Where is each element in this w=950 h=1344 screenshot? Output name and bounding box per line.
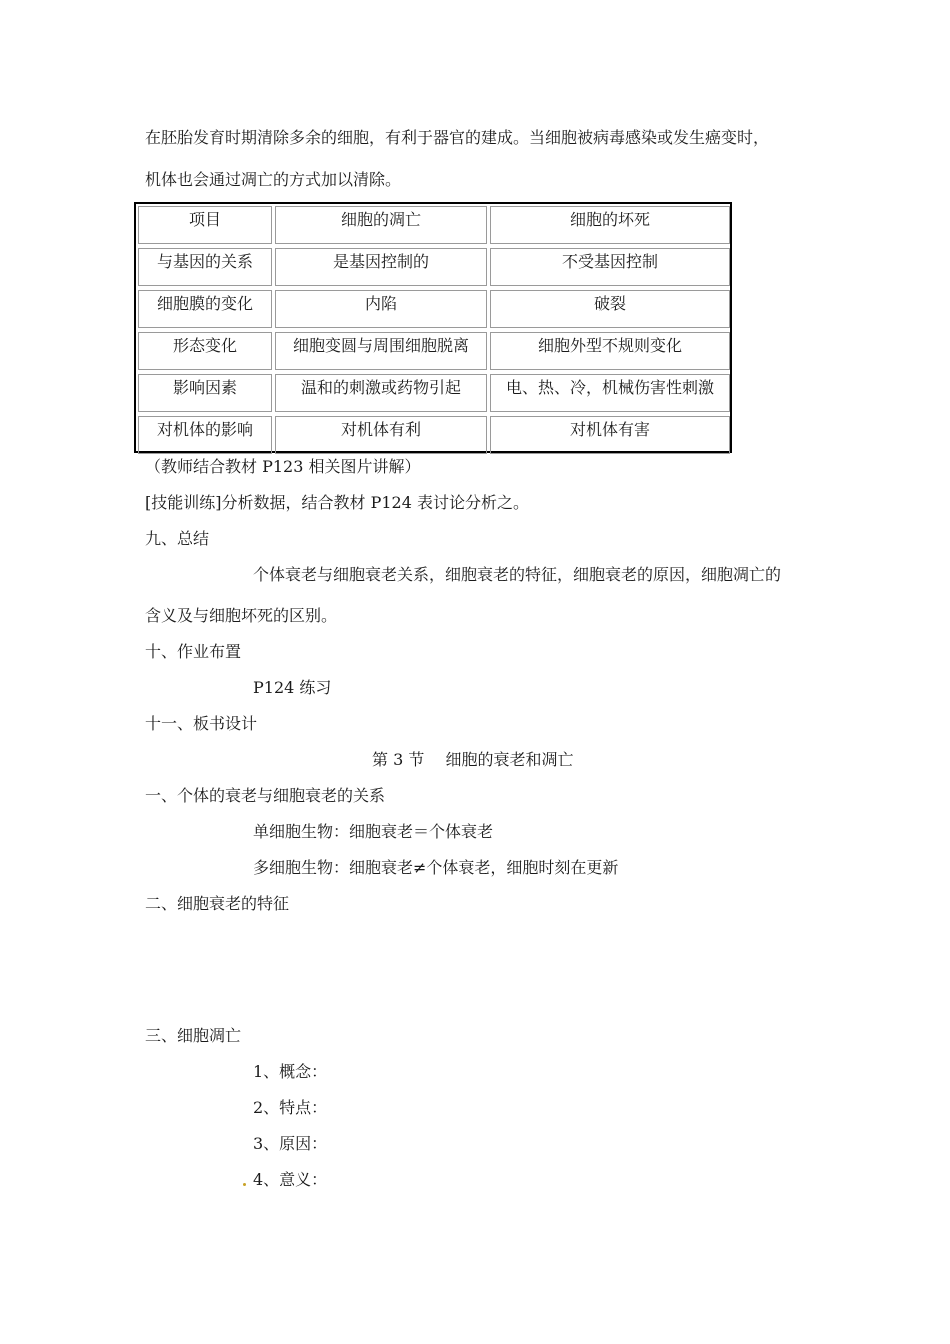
intro-line-1: 在胚胎发育时期清除多余的细胞，有利于器官的建成。当细胞被病毒感染或发生癌变时，: [145, 128, 770, 147]
board-item-cause: 3、原因：: [253, 1134, 328, 1153]
board-item-concept: 1、概念：: [253, 1062, 328, 1081]
summary-line-1: 个体衰老与细胞衰老关系，细胞衰老的特征，细胞衰老的原因，细胞凋亡的: [253, 565, 782, 584]
table-cell: 不受基因控制: [490, 248, 730, 286]
table-cell: 是基因控制的: [275, 248, 487, 286]
table-cell: 细胞的坏死: [490, 206, 730, 244]
board-section-2: 二、细胞衰老的特征: [145, 894, 290, 913]
table-cell: 破裂: [490, 290, 730, 328]
homework-item: P124 练习: [253, 678, 332, 697]
board-section-3: 三、细胞凋亡: [145, 1026, 242, 1045]
board-heading: 十一、板书设计: [145, 714, 258, 733]
board-item-significance: 4、意义：: [253, 1170, 328, 1189]
summary-line-2: 含义及与细胞坏死的区别。: [145, 606, 338, 625]
table-cell: 对机体有利: [275, 416, 487, 454]
board-item-features: 2、特点：: [253, 1098, 328, 1117]
intro-line-2: 机体也会通过凋亡的方式加以清除。: [145, 170, 402, 189]
table-cell: 细胞的凋亡: [275, 206, 487, 244]
table-cell: 细胞变圆与周围细胞脱离: [275, 332, 487, 370]
table-cell: 电、热、冷，机械伤害性刺激: [490, 374, 730, 412]
table-cell: 与基因的关系: [138, 248, 272, 286]
board-section-1: 一、个体的衰老与细胞衰老的关系: [145, 786, 386, 805]
table-cell: 对机体有害: [490, 416, 730, 454]
skill-training: [技能训练]分析数据，结合教材 P124 表讨论分析之。: [145, 493, 529, 512]
bullet-dot: [243, 1183, 246, 1186]
table-cell: 温和的刺激或药物引起: [275, 374, 487, 412]
comparison-table: [134, 202, 732, 453]
table-cell: 影响因素: [138, 374, 272, 412]
table-cell: 细胞膜的变化: [138, 290, 272, 328]
table-cell: 对机体的影响: [138, 416, 272, 454]
board-section-1b: 多细胞生物：细胞衰老≠个体衰老，细胞时刻在更新: [253, 858, 619, 877]
homework-heading: 十、作业布置: [145, 642, 242, 661]
table-cell: 项目: [138, 206, 272, 244]
teacher-note: （教师结合教材 P123 相关图片讲解）: [145, 457, 421, 476]
table-cell: 内陷: [275, 290, 487, 328]
board-section-1a: 单细胞生物：细胞衰老＝个体衰老: [253, 822, 494, 841]
table-cell: 细胞外型不规则变化: [490, 332, 730, 370]
summary-heading: 九、总结: [145, 529, 210, 548]
board-title: 第 3 节 细胞的衰老和凋亡: [372, 750, 574, 769]
table-cell: 形态变化: [138, 332, 272, 370]
